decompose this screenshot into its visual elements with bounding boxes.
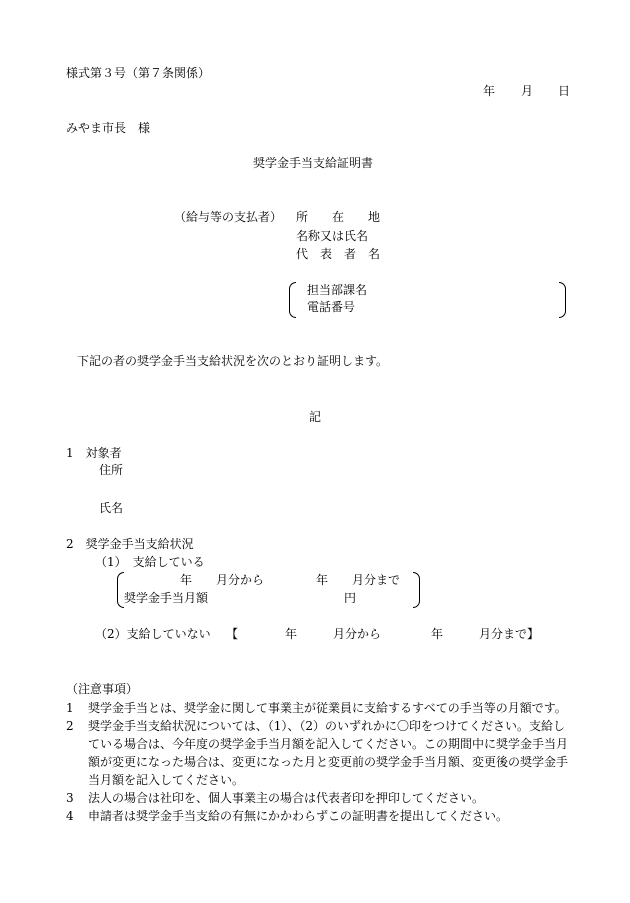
option2-label: （2）支給していない [95,627,211,641]
contact-phone-label: 電話番号 [307,300,356,314]
note-text: 奨学金手当支給状況については、（1）、（2）のいずれかに〇印をつけてください。支給している場合は、今年度の奨学金手当月額を記入してください。この期間中に奨学金手当月額が変更になった場合は、変更になった月と変更前の奨学金手当月額、変更後の奨学金手当月額を記入してください。 [88,719,569,787]
note-item [66,699,576,717]
option2-bracket-close: 】 [527,627,540,641]
payer-representative-label: 代 表 者 名 [296,247,381,261]
contact-bracket-left [289,282,296,318]
addressee: みやま市長 様 [66,121,151,135]
note-number: 1 [66,701,74,715]
option1-month-to: 月分まで [352,573,401,587]
note-item [66,789,576,807]
form-number: 様式第３号（第７条関係） [66,66,211,80]
section1-heading: 1 対象者 [66,446,122,460]
option1-month-from: 月分から [216,573,265,587]
document-title: 奨学金手当支給証明書 [253,156,374,170]
note-number: 4 [66,809,74,823]
option2-month-from: 月分から [333,627,382,641]
option2-year-to: 年 [431,627,444,641]
intro-text: 下記の者の奨学金手当支給状況を次のとおり証明します。 [77,354,389,368]
target-name-label: 氏名 [99,501,124,515]
notes-heading: （注意事項） [66,682,139,696]
contact-department-label: 担当部課名 [307,283,368,297]
option2-bracket-open: 【 [226,627,239,641]
note-number: 3 [66,791,74,805]
date-year-label: 年 [483,84,496,98]
note-text: 法人の場合は社印を、個人事業主の場合は代表者印を押印してください。 [88,791,485,805]
note-number: 2 [66,719,74,733]
option2-year-from: 年 [285,627,298,641]
option1-year-from: 年 [180,573,193,587]
target-address-label: 住所 [99,463,124,477]
option1-bracket-left [117,572,124,608]
option1-label: （1） 支給している [95,555,205,569]
date-day-label: 日 [558,84,571,98]
option1-amount-label: 奨学金手当月額 [124,591,209,605]
section2-heading: 2 奨学金手当支給状況 [66,537,194,551]
option2-month-to: 月分まで [479,627,528,641]
date-month-label: 月 [521,84,534,98]
option1-yen-unit: 円 [344,591,357,605]
note-text: 奨学金手当とは、奨学金に関して事業主が従業員に支給するすべての手当等の月額です。 [88,701,567,715]
ki-heading: 記 [309,410,322,424]
payer-address-label: 所 在 地 [296,210,381,224]
payer-label: （給与等の支払者） [174,210,283,224]
option1-year-to: 年 [316,573,329,587]
contact-bracket-right [559,282,566,318]
note-item [66,717,576,789]
note-text: 申請者は奨学金手当支給の有無にかかわらずこの証明書を提出してください。 [88,809,509,823]
note-item [66,807,576,825]
payer-name-label: 名称又は氏名 [296,229,369,243]
option1-bracket-right [413,572,420,608]
